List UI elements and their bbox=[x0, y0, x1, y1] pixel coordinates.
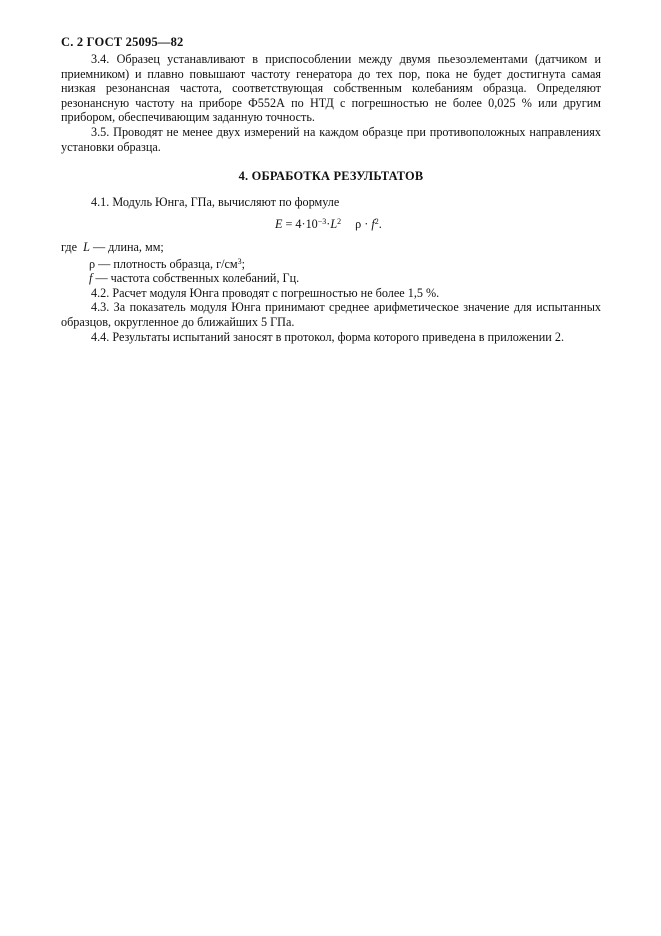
formula-length-exponent: 2 bbox=[337, 217, 342, 227]
page-content bbox=[61, 52, 601, 344]
formula-density: ρ bbox=[355, 217, 362, 232]
paragraph-4-1: 4.1. Модуль Юнга, ГПа, вычисляют по формуле bbox=[91, 194, 340, 209]
formula-dot: · bbox=[326, 217, 331, 232]
page-header: С. 2 ГОСТ 25095—82 bbox=[61, 35, 184, 49]
where-density bbox=[61, 255, 601, 272]
where-density-def: — плотность образца, г/см bbox=[95, 256, 238, 271]
paragraph-3-5: 3.5. Проводят не менее двух измерений на каждом образце при противоположных направлениях установки образца. bbox=[61, 124, 601, 154]
formula-frequency-exponent: 2 bbox=[374, 217, 379, 227]
formula-coefficient-exponent: −3 bbox=[317, 217, 327, 227]
where-lead: где bbox=[61, 239, 78, 254]
formula-dot-2: · bbox=[361, 217, 372, 232]
paragraph-4-2: 4.2. Расчет модуля Юнга проводят с погрешностью не более 1,5 %. bbox=[91, 285, 440, 300]
paragraph-4-3: 4.3. За показатель модуля Юнга принимают среднее арифметическое значение для испытанных образцов, округленное до ближайших 5 ГПа. bbox=[61, 300, 601, 329]
where-length-var: L bbox=[83, 239, 90, 254]
where-density-var: ρ bbox=[89, 256, 96, 271]
paragraph-4-4: 4.4. Результаты испытаний заносят в протокол, форма которого приведена в приложении 2. bbox=[91, 329, 565, 344]
where-density-end: ; bbox=[241, 256, 246, 271]
paragraph-3-4: 3.4. Образец устанавливают в приспособлении между двумя пьезоэлементами (датчиком и приемником) и плавно повышают частоту генератора до тех пор, пока не будет достигнута самая низкая резонансная частота, соответствующая собственным колебаниям образца. Определяют резонансную частоту на приборе Ф552А по НТД с погрешностью не более 0,025 % или другим прибором, обеспечивающим заданную точность. bbox=[61, 52, 601, 125]
where-frequency-def: — частота собственных колебаний, Гц. bbox=[92, 271, 300, 286]
formula-lhs: E bbox=[275, 217, 283, 232]
youngs-modulus-formula bbox=[61, 215, 601, 232]
formula-frequency: f bbox=[371, 217, 375, 232]
where-frequency-var: f bbox=[89, 271, 93, 286]
where-density-exponent: 3 bbox=[237, 256, 242, 266]
where-length-def: — длина, мм; bbox=[89, 239, 164, 254]
formula-coefficient: = 4·10 bbox=[282, 217, 318, 232]
formula-length: L bbox=[330, 217, 338, 232]
where-frequency bbox=[61, 271, 601, 286]
section-title: 4. ОБРАБОТКА РЕЗУЛЬТАТОВ bbox=[238, 169, 424, 184]
formula-end: . bbox=[378, 217, 382, 232]
where-length bbox=[61, 240, 601, 255]
